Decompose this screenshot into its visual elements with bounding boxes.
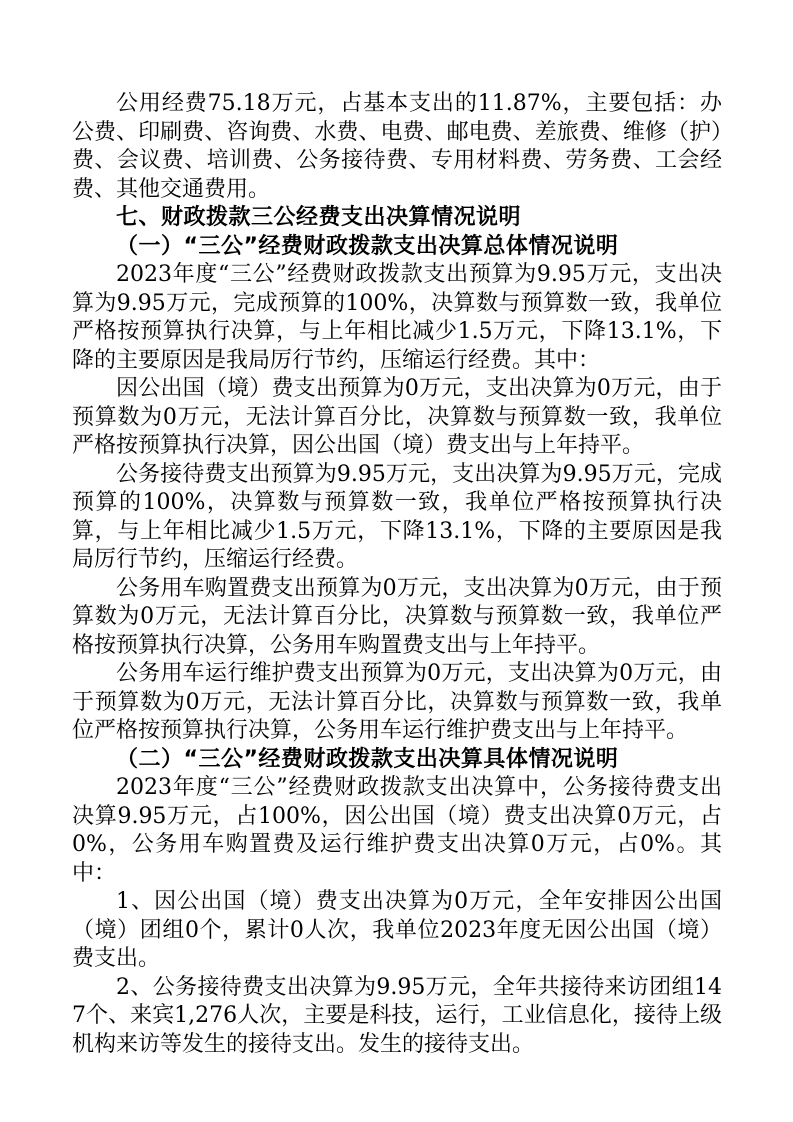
paragraph: 公用经费75.18万元，占基本支出的11.87%，主要包括：办公费、印刷费、咨询费、水费、电费、邮电费、差旅费、维修（护）费、会议费、培训费、公务接待费、专用材料费、劳务费、工会经费、其他交通费用。 [72, 91, 722, 202]
paragraph: 公务用车购置费支出预算为0万元，支出决算为0万元，由于预算数为0万元，无法计算百分比，决算数与预算数一致，我单位严格按预算执行决算，公务用车购置费支出与上年持平。 [72, 575, 722, 658]
paragraph: 1、因公出国（境）费支出决算为0万元，全年安排因公出国（境）团组0个，累计0人次，我单位2023年度无因公出国（境）费支出。 [72, 889, 722, 971]
paragraph: 2、公务接待费支出决算为9.95万元，全年共接待来访团组147个、来宾1,276人次，主要是科技，运行，工业信息化，接待上级机构来访等发生的接待支出。发生的接待支出。 [72, 974, 722, 1057]
document-body [72, 90, 722, 1059]
paragraph: 公务接待费支出预算为9.95万元，支出决算为9.95万元，完成预算的100%，决算数与预算数一致，我单位严格按预算执行决算，与上年相比减少1.5万元，下降13.1%，下降的主要原因是我局厉行节约，压缩运行经费。 [72, 461, 722, 572]
paragraph: 因公出国（境）费支出预算为0万元，支出决算为0万元，由于预算数为0万元，无法计算百分比，决算数与预算数一致，我单位严格按预算执行决算，因公出国（境）费支出与上年持平。 [72, 376, 722, 458]
section-heading: （二）“三公”经费财政拨款支出决算具体情况说明 [116, 746, 619, 772]
section-heading: 七、财政拨款三公经费支出决算情况说明 [116, 205, 522, 230]
section-heading: （一）“三公”经费财政拨款支出决算总体情况说明 [116, 233, 619, 259]
paragraph: 2023年度“三公”经费财政拨款支出预算为9.95万元，支出决算为9.95万元，完成预算的100%，决算数与预算数一致，我单位严格按预算执行决算，与上年相比减少1.5万元，下降13.1%，下降的主要原因是我局厉行节约，压缩运行经费。其中： [72, 262, 722, 373]
paragraph: 公务用车运行维护费支出预算为0万元，支出决算为0万元，由于预算数为0万元，无法计算百分比，决算数与预算数一致，我单位严格按预算执行决算，公务用车运行维护费支出与上年持平。 [72, 661, 722, 743]
paragraph: 2023年度“三公”经费财政拨款支出决算中，公务接待费支出决算9.95万元，占100%，因公出国（境）费支出决算0万元，占0%，公务用车购置费及运行维护费支出决算0万元，占0%。其中： [72, 775, 722, 886]
